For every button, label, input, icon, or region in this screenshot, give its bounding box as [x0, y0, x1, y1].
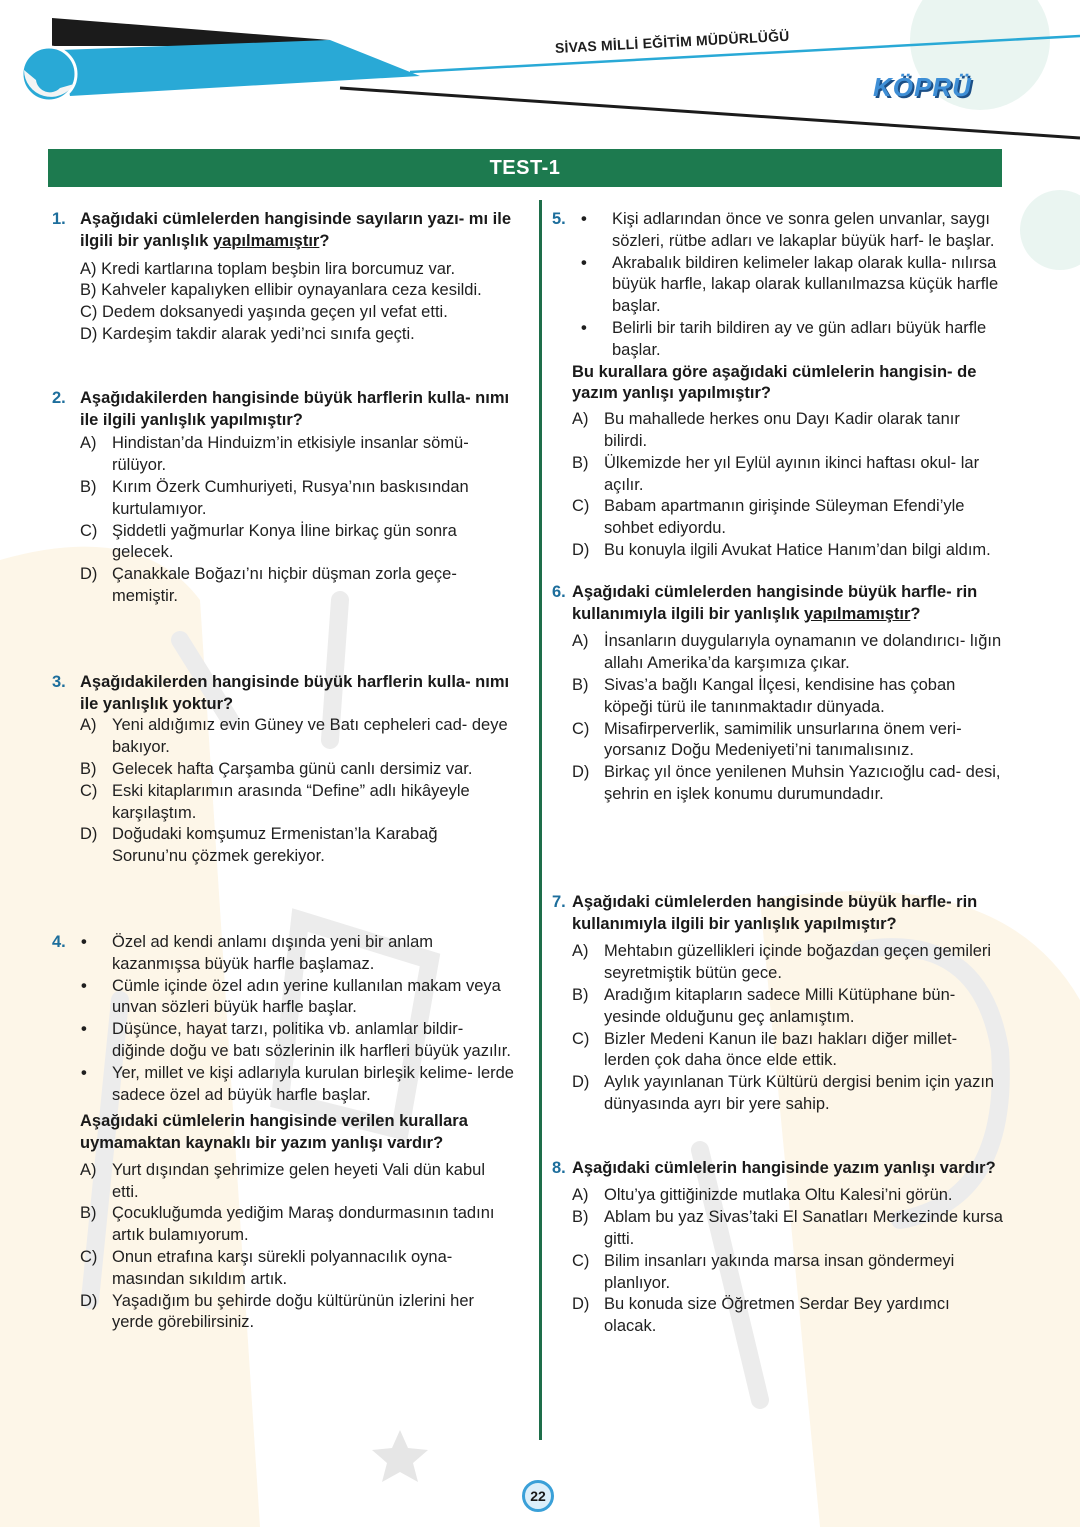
question-6 — [552, 582, 1004, 806]
question-stem: Aşağıdaki cümlelerden hangisinde büyük harfle- rin kullanımıyla ilgili bir yanlışlık yapılmıştır? — [572, 892, 978, 933]
header-graphics — [0, 0, 1080, 150]
question-number: 2. — [52, 388, 66, 407]
option-a[interactable]: A) Yeni aldığımız evin Güney ve Batı cepheleri cad- deye bakıyor. — [80, 716, 508, 757]
option-a[interactable]: A) Oltu’ya gittiğinizde mutlaka Oltu Kalesi’ni görün. — [572, 1186, 953, 1205]
option-d[interactable]: D) Doğudaki komşumuz Ermenistan’la Karabağ Sorunu’nu çözmek gerekiyor. — [80, 825, 438, 866]
option-d[interactable]: D) Bu konuyla ilgili Avukat Hatice Hanım’dan bilgi aldım. — [572, 540, 991, 559]
question-1 — [52, 209, 514, 346]
option-c[interactable]: C) Onun etrafına karşı sürekli polyannacılık oyna- masından sıkıldım artık. — [80, 1248, 453, 1288]
question-number: 6. — [552, 582, 566, 601]
option-c[interactable]: C) Bizler Medeni Kanun ile bazı hakları diğer millet- lerden çok daha önce elde ettik. — [572, 1029, 958, 1070]
option-a[interactable]: A) İnsanların duygularıyla oynamanın ve dolandırıcı- lığın allahı Amerika’da karşımıza çıkar. — [572, 632, 1002, 673]
option-c[interactable]: C) Misafirperverlik, samimilik unsurlarına önem veri- yorsanız Doğu Medeniyeti’ni tanımalısınız. — [572, 719, 962, 760]
option-b[interactable]: B) Sivas’a bağlı Kangal İlçesi, kendisine has çoban köpeği türü ile tanınmaktadır dünyada. — [572, 675, 956, 716]
option-d[interactable]: D) Birkaç yıl önce yenilenen Muhsin Yazıcıoğlu cad- desi, şehrin en işlek konumu durumundadır. — [572, 763, 1001, 803]
option-b[interactable]: B) Çocukluğumda yediğim Maraş dondurmasının tadını artık bulamıyorum. — [80, 1204, 495, 1245]
option-b[interactable]: B) Ablam bu yaz Sivas’taki El Sanatları Merkezinde kursa gitti. — [572, 1208, 1003, 1249]
option-d[interactable]: D) Aylık yayınlanan Türk Kültürü dergisi benim için yazın dünyasında ayrı bir yere sahip. — [572, 1073, 995, 1113]
column-divider — [539, 200, 542, 1440]
question-number: 8. — [552, 1158, 566, 1177]
question-7 — [552, 892, 1004, 1116]
page-number: 22 — [522, 1480, 554, 1512]
rule-item: • Akrabalık bildiren kelimeler lakap olarak kulla- nılırsa büyük harfle, lakap olarak kullanılmazsa küçük harfle başlar. — [581, 253, 999, 316]
question-3 — [52, 672, 514, 868]
option-b[interactable]: B) Ülkemizde her yıl Eylül ayının ikinci haftası okul- lar açılır. — [572, 453, 980, 494]
question-stem: Bu kurallara göre aşağıdaki cümlelerin hangisin- de yazım yanlışı yapılmıştır? — [572, 362, 977, 403]
question-number: 1. — [52, 210, 66, 228]
stem-underlined: yapılmamıştır — [212, 231, 320, 250]
rule-list — [80, 932, 514, 1106]
question-number: 3. — [52, 672, 66, 691]
question-stem: Aşağıdaki cümlelerin hangisinde verilen kurallara uymamaktan kaynaklı bir yazım yanlışı vardır? — [80, 1112, 468, 1153]
question-8 — [552, 1158, 1004, 1338]
question-number: 5. — [552, 210, 566, 228]
left-column — [52, 209, 514, 1334]
rule-item: • Özel ad kendi anlamı dışında yeni bir anlam kazanmışsa büyük harfle başlamaz. — [81, 932, 434, 973]
question-number: 4. — [52, 932, 66, 951]
question-stem: Aşağıdakilerden hangisinde büyük harflerin kulla- nımı ile ilgili yanlışlık yapılmıştır? — [80, 388, 510, 429]
option-c[interactable]: C) Dedem doksanyedi yaşında geçen yıl vefat etti. — [80, 303, 448, 322]
option-d[interactable]: D) Kardeşim takdir alarak yedi’nci sınıfa geçti. — [80, 324, 415, 343]
brand-logo: KÖPRÜ — [873, 72, 972, 102]
question-stem: Aşağıdaki cümlelerin hangisinde yazım yanlışı vardır? — [572, 1158, 996, 1177]
right-column — [552, 209, 1004, 1338]
rule-item: • Kişi adlarından önce ve sonra gelen unvanlar, saygı sözleri, rütbe adları ve lakaplar büyük harf- le başlar. — [581, 210, 995, 250]
option-a[interactable]: A) Kredi kartlarına toplam beşbin lira borcumuz var. — [80, 259, 456, 278]
option-c[interactable]: C) Bilim insanları yakında marsa insan göndermeyi planlıyor. — [572, 1251, 955, 1292]
stem-underlined: yapılmamıştır — [804, 604, 911, 623]
option-a[interactable]: A) Hindistan’da Hinduizm’in etkisiyle insanlar sömü- rülüyor. — [80, 434, 469, 475]
directorate-label: SİVAS MİLLİ EĞİTİM MÜDÜRLÜĞÜ — [554, 27, 790, 56]
option-b[interactable]: B) Gelecek hafta Çarşamba günü canlı dersimiz var. — [80, 759, 473, 778]
question-number: 7. — [552, 892, 566, 911]
rule-item: • Belirli bir tarih bildiren ay ve gün adları büyük harfle başlar. — [581, 318, 987, 359]
option-a[interactable]: A) Mehtabın güzellikleri içinde boğazdan geçen gemileri seyretmiştik bütün gece. — [572, 942, 992, 983]
test-title-banner: TEST-1 — [48, 149, 1002, 187]
option-d[interactable]: D) Bu konuda size Öğretmen Serdar Bey yardımcı olacak. — [572, 1295, 950, 1336]
option-d[interactable]: D) Çanakkale Boğazı’nı hiçbir düşman zorla geçe- memiştir. — [80, 565, 457, 605]
option-d[interactable]: D) Yaşadığım bu şehirde doğu kültürünün izlerini her yerde görebilirsiniz. — [80, 1291, 474, 1332]
rule-item: • Düşünce, hayat tarzı, politika vb. anlamlar bildir- diğinde doğu ve batı sözlerinin ilk harfleri büyük yazılır. — [81, 1020, 511, 1060]
option-c[interactable]: C) Şiddetli yağmurlar Konya İline birkaç gün sonra gelecek. — [80, 521, 457, 562]
question-stem: Aşağıdaki cümlelerden hangisinde büyük harfle- rin kullanımıyla ilgili bir yanlışlık yapılmamıştır? — [572, 582, 978, 623]
rule-list — [580, 209, 1004, 362]
option-b[interactable]: B) Aradığım kitapların sadece Milli Kütüphane bün- yesinde olduğunu geç anlamıştım. — [572, 985, 956, 1026]
question-4 — [52, 932, 514, 1334]
option-c[interactable]: C) Babam apartmanın girişinde Süleyman Efendi’yle sohbet ediyordu. — [572, 497, 965, 538]
question-2 — [52, 388, 514, 608]
rule-item: • Yer, millet ve kişi adlarıyla kurulan birleşik kelime- lerde sadece özel ad büyük harfle başlar. — [81, 1063, 514, 1104]
option-a[interactable]: A) Yurt dışından şehrimize gelen heyeti Vali dün kabul etti. — [80, 1160, 486, 1201]
rule-item: • Cümle içinde özel adın yerine kullanılan makam veya unvan sözleri büyük harfle başlar. — [81, 976, 501, 1017]
option-b[interactable]: B) Kahveler kapalıyken ellibir oynayanlara ceza kesildi. — [80, 281, 482, 300]
question-5 — [552, 209, 1004, 362]
option-a[interactable]: A) Bu mahallede herkes onu Dayı Kadir olarak tanır bilirdi. — [572, 410, 960, 450]
option-c[interactable]: C) Eski kitaplarımın arasında “Define” adlı hikâyeyle karşılaştım. — [80, 781, 470, 822]
question-stem: Aşağıdakilerden hangisinde büyük harflerin kulla- nımı ile yanlışlık yoktur? — [80, 672, 510, 713]
question-stem: Aşağıdaki cümlelerden hangisinde sayıların yazı- mı ile ilgili bir yanlışlık yapılmamıştır? — [80, 210, 511, 250]
option-b[interactable]: B) Kırım Özerk Cumhuriyeti, Rusya’nın baskısından kurtulamıyor. — [80, 477, 469, 518]
